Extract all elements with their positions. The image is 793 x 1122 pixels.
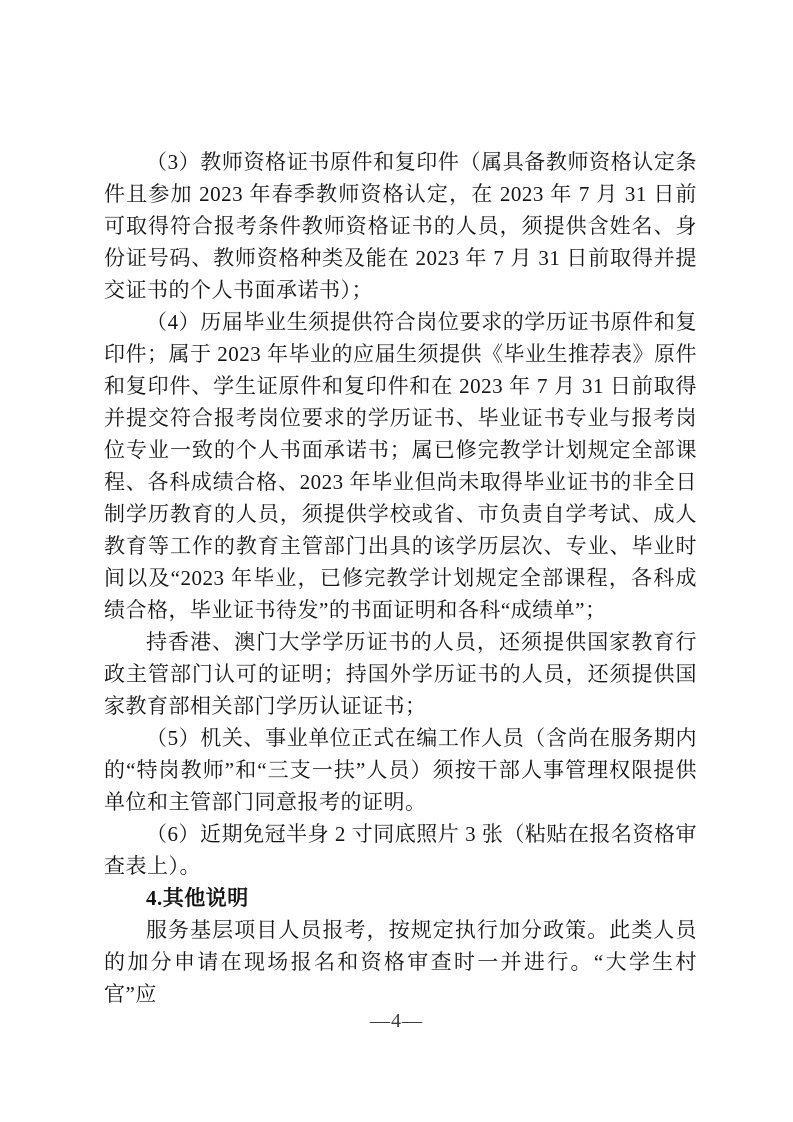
section-heading-other-notes: 4.其他说明	[146, 886, 249, 910]
paragraph-item-6-photos: （6）近期免冠半身 2 寸同底照片 3 张（粘贴在报名资格审查表上）。	[104, 822, 697, 878]
paragraph-hk-macau-foreign-credentials: 持香港、澳门大学学历证书的人员，还须提供国家教育行政主管部门认可的证明；持国外学历证书的人员，还须提供国家教育部相关部门学历认证证书；	[104, 630, 697, 718]
paragraph-item-4-diploma-requirements: （4）历届毕业生须提供符合岗位要求的学历证书原件和复印件；属于 2023 年毕业的应届生须提供《毕业生推荐表》原件和复印件、学生证原件和复印件和在 2023 年 7 月 31 日前取得并提交符合报考岗位要求的学历证书、毕业证书专业与报考岗位专业一致的个人书面承诺书；属已修完教学计划规定全部课程、各科成绩合格、2023 年毕业但尚未取得毕业证书的非全日制学历教育的人员，须提供学校或省、市负责自学考试、成人教育等工作的教育主管部门出具的该学历层次、专业、毕业时间以及“2023 年毕业，已修完教学计划规定全部课程，各科成绩合格，毕业证书待发”的书面证明和各科“成绩单”；	[104, 310, 697, 622]
document-body	[104, 146, 697, 1010]
paragraph-item-3-teacher-certificate: （3）教师资格证书原件和复印件（属具备教师资格认定条件且参加 2023 年春季教师资格认定，在 2023 年 7 月 31 日前可取得符合报考条件教师资格证书的人员，须提供含姓名、身份证号码、教师资格种类及能在 2023 年 7 月 31 日前取得并提交证书的个人书面承诺书）；	[104, 150, 697, 302]
paragraph-item-5-employed-staff-approval: （5）机关、事业单位正式在编工作人员（含尚在服务期内的“特岗教师”和“三支一扶”人员）须按干部人事管理权限提供单位和主管部门同意报考的证明。	[104, 726, 697, 814]
paragraph-bonus-policy: 服务基层项目人员报考，按规定执行加分政策。此类人员的加分申请在现场报名和资格审查时一并进行。“大学生村官”应	[104, 918, 697, 1006]
page-number: —4—	[370, 1010, 423, 1032]
